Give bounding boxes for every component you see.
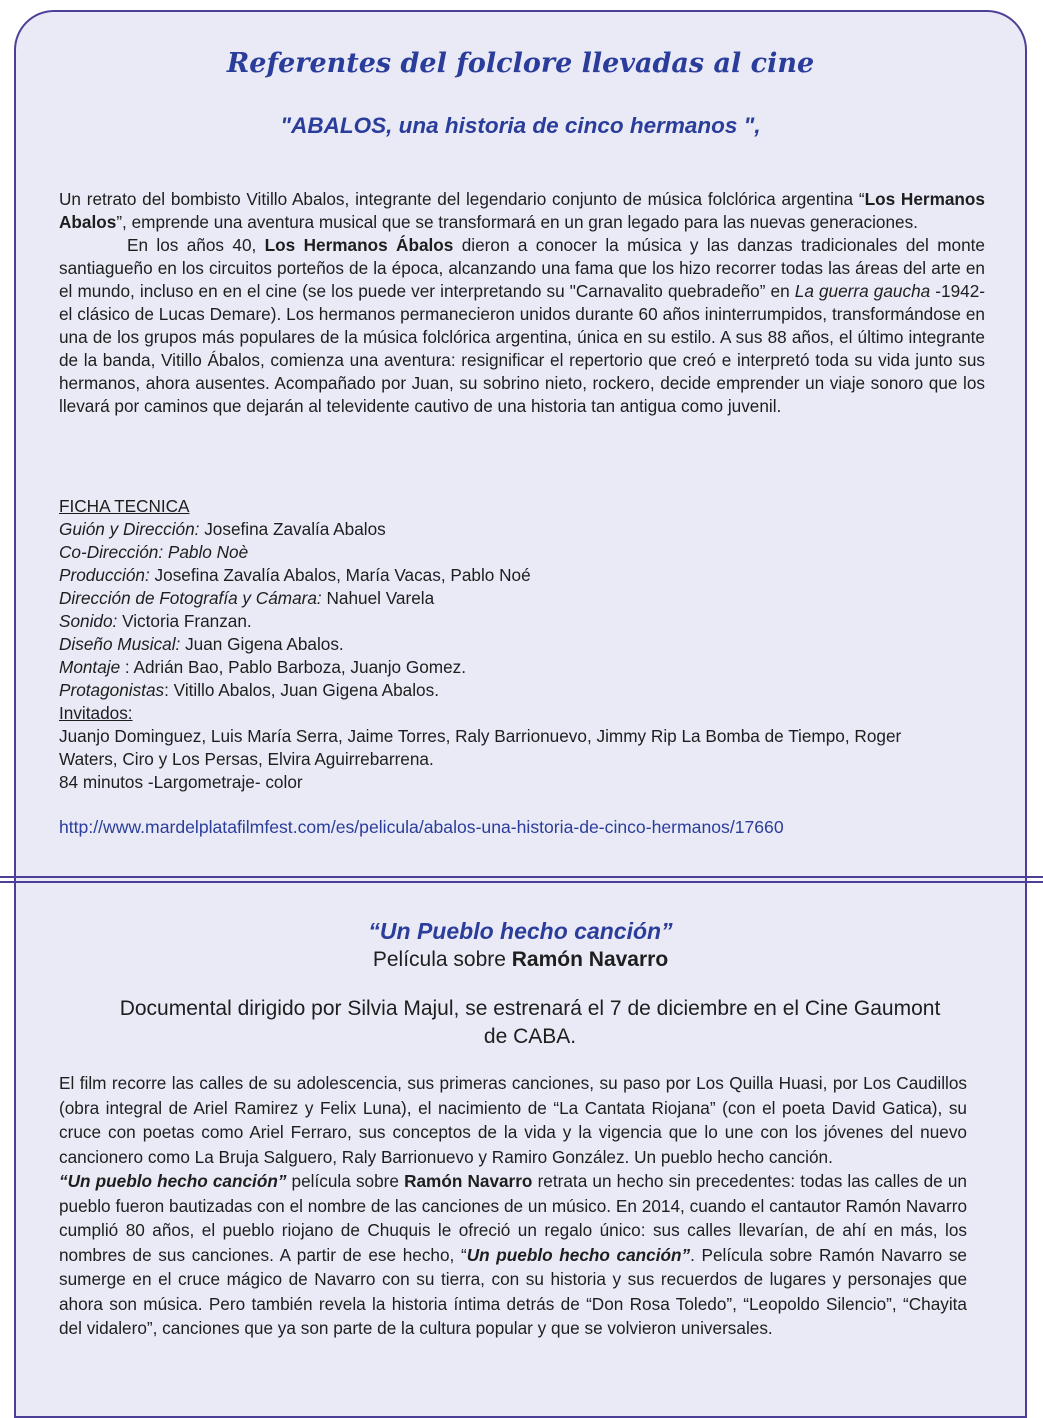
history-paragraph xyxy=(59,234,985,418)
text-run: Un retrato del bombisto Vitillo Abalos, integrante del legendario conjunto de música folclórica argentina “ xyxy=(59,189,865,209)
film-summary-paragraph xyxy=(59,1169,967,1341)
credit-row xyxy=(59,610,985,633)
credit-label: Dirección de Fotografía y Cámara: xyxy=(59,588,322,608)
credit-value: Josefina Zavalía Abalos, María Vacas, Pablo Noé xyxy=(149,565,531,585)
text-run: dieron a conocer la música y las danzas tradicionales del monte santiagueño en los circuitos porteños de la época, alcanzando una fama que los hizo recorrer todas las áreas del arte en el mundo, incluso en en el cine (se los puede ver interpretando su "Carnavalito quebradeño” en xyxy=(59,235,985,301)
lead-paragraph: Documental dirigido por Silvia Majul, se estrenará el 7 de diciembre en el Cine Gaumont de CABA. xyxy=(119,997,941,1048)
film-title: "ABALOS, una historia de cinco hermanos ", xyxy=(280,113,761,138)
credit-label: Producción: xyxy=(59,565,150,585)
credit-label: Montaje xyxy=(59,657,121,677)
credit-label: Co-Dirección: xyxy=(59,542,168,562)
credit-value: : Adrián Bao, Pablo Barboza, Juanjo Gomez. xyxy=(120,657,467,677)
guests-heading: Invitados: xyxy=(59,703,133,723)
text-run: . Película sobre Ramón Navarro se sumerge en el cruce mágico de Navarro con su tierra, con su historia y sus recuerdos de lugares y personajes que ahora son música. Pero también revela la historia íntima detrás de “Don Rosa Toledo”, “Leopoldo Silencio”, “Chayita del vidalero”, canciones que ya son parte de la cultura popular y que se volvieron universales. xyxy=(59,1244,967,1338)
text-run: ”, emprende una aventura musical que se transformará en un gran legado para las nuevas generaciones. xyxy=(116,212,918,232)
text-run: Película sobre xyxy=(372,948,512,971)
guests-list: Juanjo Dominguez, Luis María Serra, Jaime Torres, Raly Barrionuevo, Jimmy Rip La Bomba de Tiempo, Roger Waters, Ciro y Los Persas, Elvira Aguirrebarrena. xyxy=(59,726,902,769)
band-name: Los Hermanos Abalos xyxy=(59,189,985,232)
duration-info: 84 minutos -Largometraje- color xyxy=(59,772,303,792)
text-run: retrata un hecho sin precedentes: todas las calles de un pueblo fueron bautizadas con el nombre de las canciones de un músico. En 2014, cuando el cantautor Ramón Navarro cumplió 80 años, el pueblo riojano de Chuquis le ofreció un regalo único: sus calles llevarían, de ahí en más, los nombres de sus canciones. A partir de ese hecho, “ xyxy=(59,1171,967,1265)
credit-value: Nahuel Varela xyxy=(321,588,435,608)
text-run: -1942- el clásico de Lucas Demare). Los hermanos permanecieron unidos durante 60 años ininterrumpidos, transformándose en una de los grupos más populares de la música folclórica argentina, única en su estilo. A sus 88 años, el último integrante de la banda, Vitillo Ábalos, comienza una aventura: resignificar el repertorio que creó e interpretó toda su vida junto sus hermanos, ahora ausentes. Acompañado por Juan, su sobrino nieto, rockero, decide emprender un viaje sonoro que los llevará por caminos que dejarán al televidente cautivo de una historia tan antigua como juvenil. xyxy=(59,281,985,416)
band-name: Los Hermanos Ábalos xyxy=(264,235,454,255)
article-body xyxy=(59,188,985,418)
credit-label: Protagonistas xyxy=(59,680,165,700)
credit-value: Victoria Franzan. xyxy=(117,611,252,631)
section-divider xyxy=(0,881,1043,883)
credit-row xyxy=(59,564,985,587)
credit-row xyxy=(59,541,985,564)
credit-row xyxy=(59,587,985,610)
text-run: película sobre xyxy=(286,1171,405,1191)
intro-paragraph xyxy=(59,188,985,234)
film-title-inline: Un pueblo hecho canción” xyxy=(466,1244,691,1265)
credit-row xyxy=(59,518,985,541)
musician-name: Ramón Navarro xyxy=(511,948,669,971)
credit-value: Josefina Zavalía Abalos xyxy=(199,519,386,539)
credit-label: Diseño Musical: xyxy=(59,634,181,654)
text-run: En los años 40, xyxy=(127,235,265,255)
section-divider xyxy=(0,876,1043,878)
credit-row xyxy=(59,679,985,702)
technical-sheet xyxy=(59,495,985,794)
section-subtitle xyxy=(14,948,1027,972)
section-title: “Un Pueblo hecho canción” xyxy=(368,918,673,944)
credit-label: Guión y Dirección: xyxy=(59,519,200,539)
credit-row xyxy=(59,633,985,656)
credit-value: Juan Gigena Abalos. xyxy=(180,634,344,654)
technical-sheet-heading: FICHA TECNICA xyxy=(59,496,190,516)
credit-row xyxy=(59,656,985,679)
film-description-paragraph: El film recorre las calles de su adolescencia, sus primeras canciones, su paso por Los Quilla Huasi, por Los Caudillos (obra integral de Ariel Ramirez y Felix Luna), el nacimiento de “La Cantata Riojana” (con el poeta David Gatica), su cruce con poetas como Ariel Ferraro, sus conceptos de la vida y la vigencia que lo une con los jóvenes del nuevo cancionero como La Bruja Salguero, Raly Barrionuevo y Ramiro González. Un pueblo hecho canción. xyxy=(59,1073,967,1167)
page-title: Referentes del folclore llevadas al cine xyxy=(226,48,815,79)
article-body xyxy=(59,1071,967,1341)
credit-value: : Vitillo Abalos, Juan Gigena Abalos. xyxy=(164,680,439,700)
credit-value: Pablo Noè xyxy=(167,542,249,562)
festival-link[interactable]: http://www.mardelplatafilmfest.com/es/pelicula/abalos-una-historia-de-cinco-hermanos/17660 xyxy=(59,817,784,837)
credit-label: Sonido: xyxy=(59,611,118,631)
film-reference: La guerra gaucha xyxy=(794,281,931,301)
film-title-inline: “Un pueblo hecho canción” xyxy=(59,1171,287,1191)
musician-name: Ramón Navarro xyxy=(404,1171,533,1191)
credits-list xyxy=(59,518,985,702)
